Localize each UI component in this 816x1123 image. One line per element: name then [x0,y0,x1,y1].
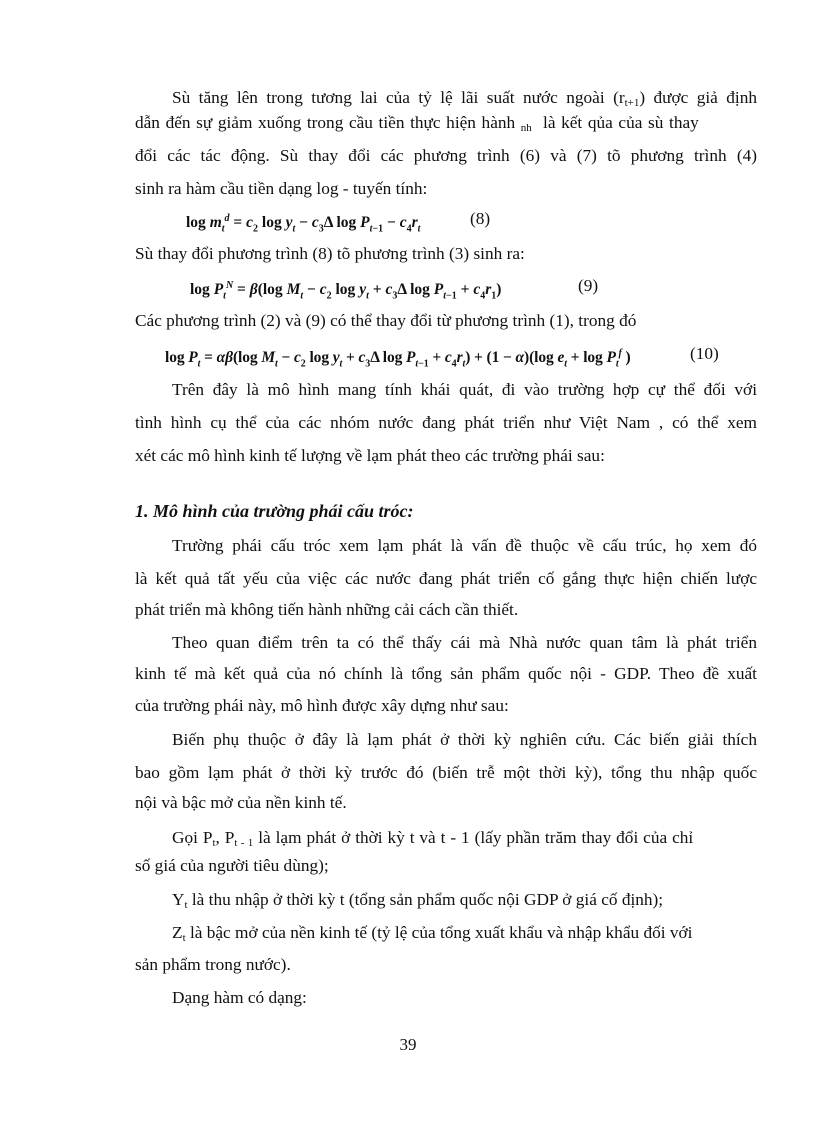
paragraph-line: $Z_t$ là bậc mở của nền kinh tế (tỷ lệ của tổng xuất khẩu và nhập khẩu đối với [172,923,693,944]
paragraph-line: là kết quả tất yếu của việc các nước đang phát triển cố gắng thực hiện chiến lược [135,569,757,588]
paragraph-line: Gọi $P_t$, $P_{t - 1}$ là lạm phát ở thời kỳ t và t - 1 (lấy phần trăm thay đổi của chỉ [172,828,694,849]
paragraph-line: Sù thay đổi phương trình (8) tõ phương trình (3) sinh ra: [135,244,525,263]
page-number: 39 [399,1035,417,1054]
equation-10: $\log P_t = \alpha\beta(\log$ $M_t - c_2$ $\log y_t + c_3\Delta$ $\log P_{t-1} + c_4r_t) + (1 - \alpha)(\log$ $e_t + \log P_t^f$ ) [165,348,631,370]
paragraph-line: tình hình cụ thể của các nhóm nước đang phát triển như Việt Nam , có thể xem [135,413,757,432]
paragraph-line: Dạng hàm có dạng: [172,988,307,1007]
paragraph-line: $Y_t$ là thu nhập ở thời kỳ t (tổng sản phẩm quốc nội GDP ở giá cố định); [172,890,664,911]
equation-9: $\log P_t^N = \beta(\log$ $M_t - c_2$ $\log y_t + c_3\Delta$ $\log P_{t-1} + c_4r_1$) [190,280,502,302]
paragraph-line: Các phương trình (2) và (9) có thể thay đổi từ phương trình (1), trong đó [135,311,637,330]
paragraph-line: Theo quan điểm trên ta có thể thấy cái mà Nhà nước quan tâm là phát triển [172,633,757,652]
paragraph-line: phát triển mà không tiến hành những cải cách cần thiết. [135,600,519,619]
paragraph-line: nội và bậc mở của nền kinh tế. [135,793,347,812]
paragraph-line: xét các mô hình kinh tế lượng về lạm phát theo các trường phái sau: [135,446,605,465]
paragraph-line: dẫn đến sự giảm xuống trong cầu tiền thực hiện hành $_{nh}$ là kết qủa của sù thay [135,113,699,134]
paragraph-line: kinh tế mà kết quả của nó chính là tổng sản phẩm quốc nội - GDP. Theo đề xuất [135,664,757,683]
paragraph-line: sản phẩm trong nước). [135,955,291,974]
paragraph-line: bao gồm lạm phát ở thời kỳ trước đó (biến trễ một thời kỳ), tổng thu nhập quốc [135,763,757,782]
paragraph-line: của trường phái này, mô hình được xây dựng như sau: [135,696,509,715]
paragraph-line: Trường phái cấu tróc xem lạm phát là vấn đề thuộc về cấu trúc, họ xem đó [172,536,757,555]
paragraph-line: Trên đây là mô hình mang tính khái quát, đi vào trường hợp cự thể đối với [172,380,757,399]
paragraph-line: Sù tăng lên trong tương lai của tỷ lệ lãi suất nước ngoài $(r_{t+1})$ được giả định [172,88,757,109]
equation-8: $\log m_t^d = c_2$ $\log y_t - c_3\Delta$ $\log P_{t-1} - c_4r_t$ [186,213,421,235]
equation-number: (10) [690,344,719,363]
equation-number: (8) [470,209,491,228]
paragraph-line: đổi các tác động. Sù thay đổi các phương trình (6) và (7) tõ phương trình (4) [135,146,757,165]
equation-number: (9) [578,276,599,295]
section-heading: 1. Mô hình của trường phái cấu tróc: [135,501,414,521]
paragraph-line: sinh ra hàm cầu tiền dạng log - tuyến tính: [135,179,428,198]
paragraph-line: số giá của người tiêu dùng); [135,856,329,875]
paragraph-line: Biến phụ thuộc ở đây là lạm phát ở thời kỳ nghiên cứu. Các biến giải thích [172,730,757,749]
